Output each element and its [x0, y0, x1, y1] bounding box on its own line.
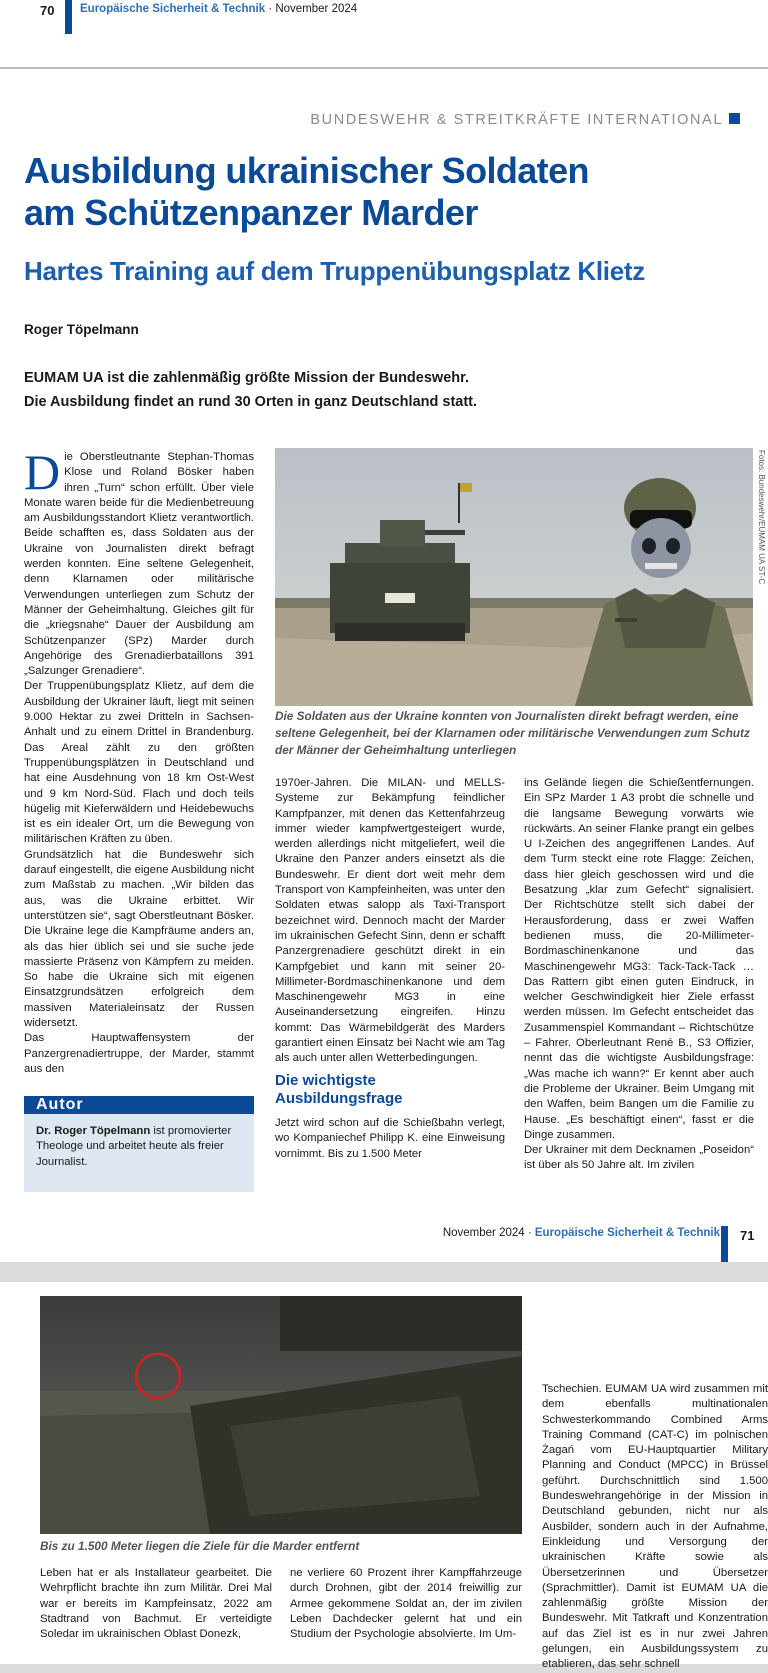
- running-head-date: · November 2024: [265, 3, 358, 15]
- text-column-1: [24, 444, 254, 1077]
- section-kicker: [310, 112, 740, 128]
- photo-credit: Fotos: Bundeswehr/EUMAM UA ST-C: [757, 450, 766, 585]
- page-number: 71: [740, 1228, 755, 1243]
- paragraph: Grundsätzlich hat die Bundeswehr sich darauf eingestellt, die eigene Ausbildung nicht zum Maßstab zu machen. „Wir bilden das aus, was die Ukraine erbittet. Wir unterstützen sie“, sagt Oberstleutnant Bösker. Die Ukraine lege die Kampfräume anders an, als das hier üblich sei und sie suche jede massierte Präsenz von Kämpfern zu meiden. So habe die Ukraine sich mit eigenen Einsatzgrundsätzen erfolgreich dem massiven Materialeinsatz der Russen widersetzt.: [24, 848, 254, 1029]
- title-line-2: am Schützenpanzer Marder: [24, 192, 478, 233]
- paragraph: ins Gelände liegen die Schießentfernungen. Ein SPz Marder 1 A3 probt die schnelle und die langsame Bewegung vorwärts wie rückwärts. An seiner Flanke prangt ein gelbes U I-Zeichen des angegriffenen Landes. Auf dem Turm steckt eine rote Flagge: Zeichen, dass hier gleich geschossen wird und die Besatzung „klar zum Gefecht“ signalisiert. Der Richtschütze stellt sich dabei der Herausforderung, dass er zwei Waffen bedienen muss, die 20-Millimeter-Bordmaschinenkanone und das Maschinengewehr MG3: Tack-Tack-Tack … Das Rattern gibt einen guten Eindruck, in welcher Geschwindigkeit hier Ziele erfasst werden müssen. Im Gefecht entscheidet das Zusammenspiel Kommandant – Richtschütze – Fahrer. Oberleutnant René B., S3 Offizier, nennt das die wichtigste Ausbildungsfrage: „Was mache ich wann?“ Er kennt aber auch die Probleme der Ukrainer. Beim Umgang mit den Waffen, beim Bangen um die Familie zu Hause. „Es beschäftigt einen“, fasst er die Dinge zusammen.: [524, 777, 754, 1141]
- header-rule: [0, 67, 768, 69]
- title-line-1: Ausbildung ukrainischer Soldaten: [24, 150, 589, 191]
- text-column-3: [524, 776, 754, 1174]
- running-foot: [443, 1227, 720, 1239]
- author-box-text: [36, 1124, 244, 1170]
- paragraph: Das Hauptwaffensystem der Panzergrenadiertruppe, der Marder, stammt aus den: [24, 1032, 254, 1075]
- text-column-2: [275, 776, 505, 1067]
- paragraph: 1970er-Jahren. Die MILAN- und MELLS-Systeme zur Bekämpfung feindlicher Kampfpanzer, mit denen das Kettenfahrzeug immer wieder kampfwertgesteigert wurde, werden allerdings nicht mitgeliefert, weil die Ukraine den Panzer anders einsetzt als die Bundeswehr. Er dient dort weit mehr dem Transport von Kampfeinheiten, was unter den Soldaten etwas salopp als Taxi-Transport bezeichnet wird. Dennoch macht der Marder im ukrainischen Gefecht Sinn, denn er schafft Panzergrenadiere geschützt direkt in ein Kampfgebiet und kann mit seiner 20-Millimeter-Bordmaschinenkanone und dem Maschinengewehr MG3 in eine Auseinandersetzung eingreifen. Hinzu kommt: Das Wärmebildgerät des Marders garantiert einen Einsatz bei Nacht wie am Tag als auch unter allen Wetterbedingungen.: [275, 777, 505, 1065]
- author-box-bio: ist promovierter Theologe und arbeitet heute als freier Journalist.: [36, 1125, 232, 1168]
- paragraph-text: ie Oberstleutnante Stephan-Thomas Klose und Roland Bösker haben ihren „Turn“ schon erfüllt. Über viele Monate waren beide für die Medienbetreuung am Ausbildungsstandort Klietz verantwortlich. Beide schafften es, dass Soldaten aus der Ukraine von Journalisten direkt befragt werden konnten. Eine seltene Gelegenheit, denn Klarnamen oder militärische Verwendungen unterliegen zum Schutz der Männer der Geheimhaltung. Gleiches gilt für die „kriegsnahe“ Dauer der Ausbildung am Schützenpanzer (SPz) Marder durch Angehörige des Grenadierbataillons 391 „Salzunger Grenadiere“.: [24, 451, 254, 678]
- author-box-name: Dr. Roger Töpelmann: [36, 1125, 151, 1137]
- kicker-square-icon: [729, 113, 740, 124]
- lead-line-1: EUMAM UA ist die zahlenmäßig größte Mission der Bundeswehr.: [24, 370, 469, 386]
- text-column-1: Leben hat er als Installateur gearbeitet. Die Wehrpflicht brachte ihn zum Militär. Drei Mal war er bereits im Kampfeinsatz, 2022 am Stadtrand von Bachmut. Er verteidigte Soledar im ukrainischen Oblast Donezk,: [40, 1567, 272, 1641]
- article-lead: [24, 366, 744, 414]
- paragraph: Der Truppenübungsplatz Klietz, auf dem die Ausbildung der Ukrainer läuft, liegt mit seinen 9.000 Hektar zu zwei Dritteln in Sachsen-Anhalt und zu einem Drittel in Brandenburg. Das Areal zählt zu den größten Truppenübungsplätzen in Deutschland und hat eine Ausdehnung von 18 km Ost-West und 9 km Nord-Süd. Flach und doch teils hügelig mit Kieferwäldern und Heidebewuchs ist es ein idealer Ort, um die Bewegung von militärischen Kräften zu üben.: [24, 680, 254, 846]
- article-title: [24, 150, 744, 234]
- header-accent-bar: [65, 0, 72, 34]
- running-foot-date: November 2024 ·: [442, 1227, 535, 1239]
- section-subheading: Die wichtigste Ausbildungsfrage: [275, 1072, 403, 1107]
- paragraph: Der Ukrainer mit dem Decknamen „Poseidon“ ist über als 50 Jahre alt. Im zivilen: [524, 1144, 754, 1172]
- paragraph: Jetzt wird schon auf die Schießbahn verlegt, wo Kompaniechef Philipp K. eine Einweisung vornimmt. Bis zu 1.500 Meter: [275, 1117, 505, 1160]
- photo-illustration: [40, 1296, 522, 1534]
- photo-marder-hatch: [40, 1296, 522, 1534]
- article-author: Roger Töpelmann: [24, 322, 139, 337]
- article-subtitle: Hartes Training auf dem Truppenübungsplatz Klietz: [24, 256, 645, 286]
- footer-accent-bar: [721, 1226, 728, 1262]
- drop-cap: D: [24, 444, 61, 500]
- photo-illustration: [275, 448, 753, 706]
- text-column-2: ne verliere 60 Prozent ihrer Kampffahrzeuge durch Drohnen, gibt der 2014 freiwillig zur Armee gekommene Soldat an, der im zivilen Leben Dachdecker gelernt hat und ein Studium der Psychologie absolvierte. Im Um-: [290, 1567, 522, 1641]
- paragraph: [24, 444, 254, 679]
- text-column-2-cont: [275, 1116, 505, 1162]
- page-number: 70: [40, 3, 55, 18]
- text-column-3: Tschechien. EUMAM UA wird zusammen mit dem ebenfalls multinationalen Schwesterkommando Combined Arms Training Command (CAT-C) im polnischen Żagań vom EU-Hauptquartier Military Planning and Conduct (MPCC) in Brüssel geführt. Durchschnittlich sind 1.500 Bundeswehrangehörige in der Mission in Deutschland gebunden, nicht nur als Ausbilder, sondern auch in der Aufnahme, Einkleidung und Versorgung der ukrainischen Kräfte sowie als Übersetzerinnen und Übersetzer (Sprachmittler). Damit ist EUMAM UA die zahlenmäßig größte Mission der Bundeswehr. Mit Tatkraft und Konzentration auf das Ziel ist es in nur zwei Jahren gelungen, ein Ausbildungssystem zu etablieren, das sehr schnell: [542, 1383, 768, 1671]
- running-head: [80, 3, 357, 15]
- running-head-magazine: Europäische Sicherheit & Technik: [80, 3, 266, 15]
- photo-caption: Bis zu 1.500 Meter liegen die Ziele für die Marder entfernt: [40, 1539, 360, 1553]
- running-foot-magazine: Europäische Sicherheit & Technik: [534, 1227, 720, 1239]
- photo-caption: Die Soldaten aus der Ukraine konnten von Journalisten direkt befragt werden, eine seltene Gelegenheit, bei der Klarnamen oder militärische Verwendungen zum Schutz der Männer der Geheimhaltung unterliegen: [275, 709, 750, 757]
- lead-line-2: Die Ausbildung findet an rund 30 Orten in ganz Deutschland statt.: [24, 394, 478, 410]
- section-kicker-text: BUNDESWEHR & STREITKRÄFTE INTERNATIONAL: [310, 112, 723, 128]
- magazine-page-next: [0, 1282, 768, 1671]
- author-box-heading: Autor: [24, 1096, 254, 1114]
- photo-soldier-marder: [275, 448, 753, 706]
